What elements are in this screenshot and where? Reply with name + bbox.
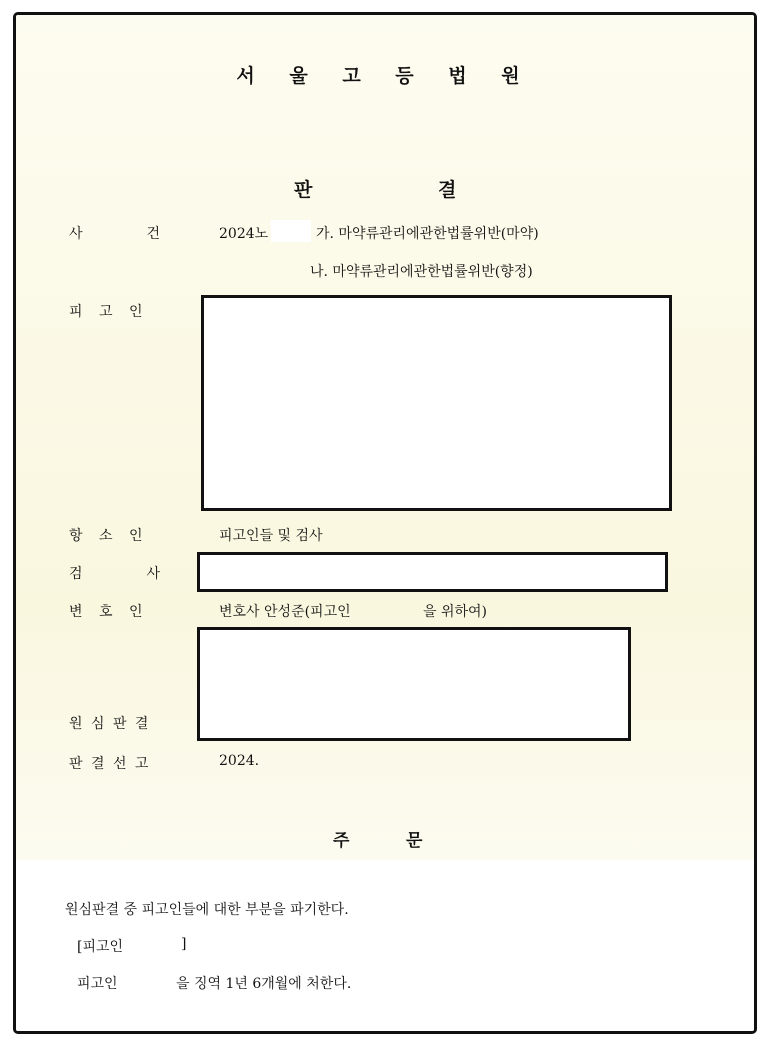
defendant-label: 피 고 인 bbox=[69, 304, 145, 320]
order-line-2-open: [피고인 bbox=[77, 939, 124, 955]
judgment-document bbox=[13, 12, 757, 1034]
order-title-ju: 주 bbox=[333, 831, 350, 851]
original-judgment-label: 원 심 판 결 bbox=[69, 716, 151, 732]
prosecutor-redaction-box bbox=[197, 552, 668, 592]
counsel-value-suffix: 을 위하여) bbox=[423, 604, 488, 620]
case-number: 2024노 bbox=[219, 226, 269, 242]
sentence-date-value: 2024. bbox=[219, 753, 260, 769]
prosecutor-label: 검 사 bbox=[69, 566, 163, 582]
counsel-value-prefix: 변호사 안성준(피고인 bbox=[219, 604, 351, 620]
case-label bbox=[69, 223, 162, 243]
title-char-pan: 판 bbox=[294, 179, 313, 201]
court-name: 서 울 고 등 법 원 bbox=[236, 65, 534, 87]
title-char-gyeol: 결 bbox=[438, 179, 457, 201]
order-line-3-suffix: 을 징역 1년 6개월에 처한다. bbox=[176, 976, 352, 992]
sentence-date-label: 판 결 선 고 bbox=[69, 756, 151, 772]
order-line-2-close: ] bbox=[181, 936, 187, 952]
defendant-redaction-box bbox=[201, 295, 672, 511]
appellant-value: 피고인들 및 검사 bbox=[219, 528, 323, 544]
order-line-1: 원심판결 중 피고인들에 대한 부분을 파기한다. bbox=[65, 902, 349, 918]
order-line-3-prefix: 피고인 bbox=[77, 976, 118, 992]
case-charge-b: 나. 마약류관리에관한법률위반(향정) bbox=[310, 264, 533, 280]
case-label-sa: 사 bbox=[69, 226, 85, 242]
appellant-label: 항 소 인 bbox=[69, 528, 145, 544]
case-charge-a: 가. 마약류관리에관한법률위반(마약) bbox=[316, 226, 539, 242]
case-number-redaction bbox=[271, 220, 311, 242]
paper-lower-area bbox=[16, 860, 754, 1034]
order-title-mun: 문 bbox=[406, 831, 423, 851]
case-label-geon: 건 bbox=[146, 226, 163, 242]
counsel-label: 변 호 인 bbox=[69, 604, 145, 620]
original-judgment-redaction-box bbox=[197, 627, 631, 741]
